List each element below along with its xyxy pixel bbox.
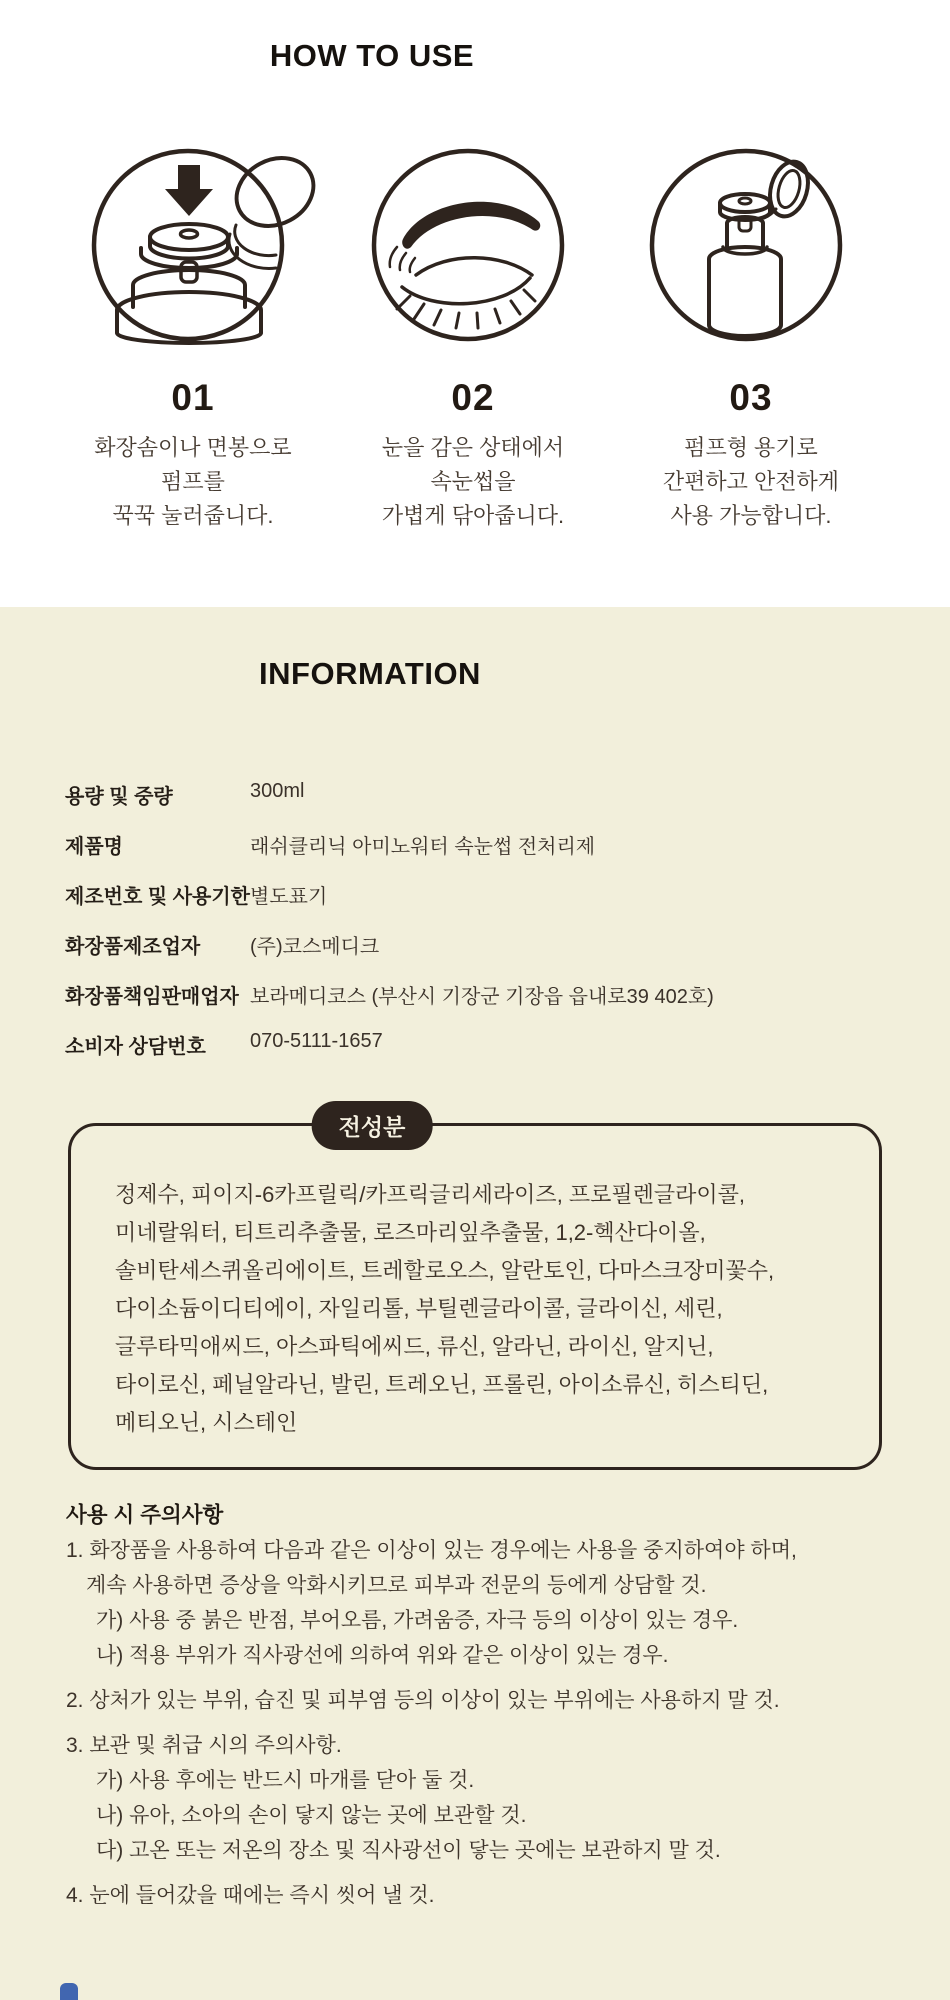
how-to-use-title: HOW TO USE	[269, 38, 475, 73]
next-section-peek	[60, 1983, 78, 2000]
info-value: 보라메디코스 (부산시 기장군 기장읍 읍내로39 402호)	[250, 986, 714, 1008]
info-label: 제조번호 및 사용기한	[65, 886, 250, 908]
ingredients-line: 메티오닌, 시스테인	[115, 1410, 298, 1435]
precautions-section	[66, 1503, 898, 1907]
info-row-batch-expiry	[65, 880, 887, 910]
step-number: 01	[171, 377, 215, 418]
pump-press-illustration-icon	[68, 135, 318, 355]
info-row-customer-service	[65, 1030, 887, 1060]
step-caption: 펌프형 용기로 간편하고 안전하게 사용 가능합니다.	[662, 435, 840, 528]
pump-bottle-illustration-icon	[626, 135, 876, 355]
info-value: 래쉬클리닉 아미노워터 속눈썹 전처리제	[250, 836, 596, 858]
info-label: 소비자 상담번호	[65, 1036, 206, 1058]
precaution-item: 4. 눈에 들어갔을 때에는 즉시 씻어 낼 것.	[66, 1884, 435, 1907]
precaution-item: 계속 사용하면 증상을 악화시키므로 피부과 전문의 등에게 상담할 것.	[86, 1574, 707, 1597]
info-row-manufacturer	[65, 930, 887, 960]
step-number: 03	[729, 377, 773, 418]
precaution-item: 나) 적용 부위가 직사광선에 의하여 위와 같은 이상이 있는 경우.	[96, 1644, 669, 1667]
ingredients-line: 타이로신, 페닐알라닌, 발린, 트레오닌, 프롤린, 아이소류신, 히스티딘,	[115, 1372, 769, 1397]
precaution-item: 나) 유아, 소아의 손이 닿지 않는 곳에 보관할 것.	[96, 1804, 527, 1827]
info-label: 용량 및 중량	[65, 786, 173, 808]
precaution-item: 가) 사용 후에는 반드시 마개를 닫아 둘 것.	[96, 1769, 475, 1792]
info-label: 제품명	[65, 836, 123, 858]
precaution-item: 다) 고온 또는 저온의 장소 및 직사광선이 닿는 곳에는 보관하지 말 것.	[96, 1839, 721, 1862]
info-value: 300ml	[250, 780, 305, 802]
how-to-use-step-1	[53, 135, 333, 533]
information-title: INFORMATION	[259, 656, 481, 691]
ingredients-line: 솔비탄세스퀴올리에이트, 트레할로오스, 알란토인, 다마스크장미꽃수,	[115, 1258, 775, 1283]
ingredients-line: 미네랄워터, 티트리추출물, 로즈마리잎추출물, 1,2-헥산다이올,	[115, 1220, 706, 1245]
precaution-item: 가) 사용 중 붉은 반점, 부어오름, 가려움증, 자극 등의 이상이 있는 경우.	[96, 1609, 739, 1632]
closed-eye-illustration-icon	[348, 135, 598, 355]
step-caption: 화장솜이나 면봉으로 펌프를 꾹꾹 눌러줍니다.	[94, 435, 292, 528]
ingredients-line: 글루타믹애씨드, 아스파틱에씨드, 류신, 알라닌, 라이신, 알지닌,	[115, 1334, 714, 1359]
precautions-heading: 사용 시 주의사항	[66, 1503, 224, 1527]
info-row-distributor	[65, 980, 887, 1010]
ingredients-badge: 전성분	[312, 1101, 433, 1150]
ingredients-text	[115, 1176, 860, 1442]
info-row-volume	[65, 780, 887, 810]
info-value: (주)코스메디크	[250, 936, 380, 958]
ingredients-line: 정제수, 피이지-6카프릴릭/카프릭글리세라이즈, 프로필렌글라이콜,	[115, 1182, 746, 1207]
step-number: 02	[451, 377, 495, 418]
info-label: 화장품책임판매업자	[65, 986, 239, 1008]
info-label: 화장품제조업자	[65, 936, 201, 958]
how-to-use-step-2	[333, 135, 613, 533]
step-caption: 눈을 감은 상태에서 속눈썹을 가볍게 닦아줍니다.	[381, 435, 565, 528]
info-value: 070-5111-1657	[250, 1030, 383, 1052]
info-row-product-name	[65, 830, 887, 860]
precaution-item: 3. 보관 및 취급 시의 주의사항.	[66, 1734, 342, 1757]
info-value: 별도표기	[250, 886, 328, 908]
ingredients-line: 다이소듐이디티에이, 자일리톨, 부틸렌글라이콜, 글라이신, 세린,	[115, 1296, 723, 1321]
precaution-item: 1. 화장품을 사용하여 다음과 같은 이상이 있는 경우에는 사용을 중지하여야 하며,	[66, 1539, 797, 1562]
precaution-item: 2. 상처가 있는 부위, 습진 및 피부염 등의 이상이 있는 부위에는 사용하지 말 것.	[66, 1689, 780, 1712]
how-to-use-step-3	[611, 135, 891, 533]
